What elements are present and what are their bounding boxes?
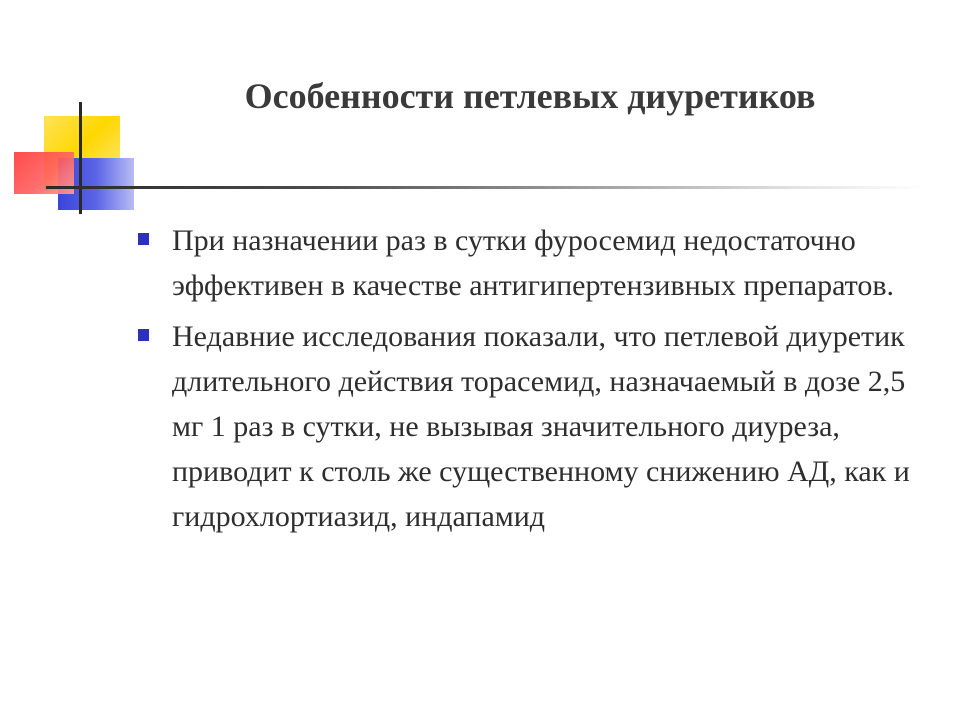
slide-title: Особенности петлевых диуретиков	[244, 76, 816, 116]
title-divider-line	[46, 186, 926, 189]
bullet-list	[132, 218, 922, 545]
square-bullet-icon	[138, 233, 149, 245]
decor-vertical-line	[79, 102, 82, 214]
bullet-text: При назначении раз в сутки фуросемид недостаточно эффективен в качестве антигипертензивных препаратов.	[172, 224, 894, 302]
bullet-item	[132, 218, 922, 308]
bullet-item	[132, 314, 922, 539]
square-bullet-icon	[138, 329, 149, 341]
bullet-text: Недавние исследования показали, что петлевой диуретик длительного действия торасемид, назначаемый в дозе 2,5 мг 1 раз в сутки, не вызывая значительного диуреза, приводит к столь же существенному снижению АД, как и гидрохлортиазид, индапамид	[172, 320, 910, 533]
